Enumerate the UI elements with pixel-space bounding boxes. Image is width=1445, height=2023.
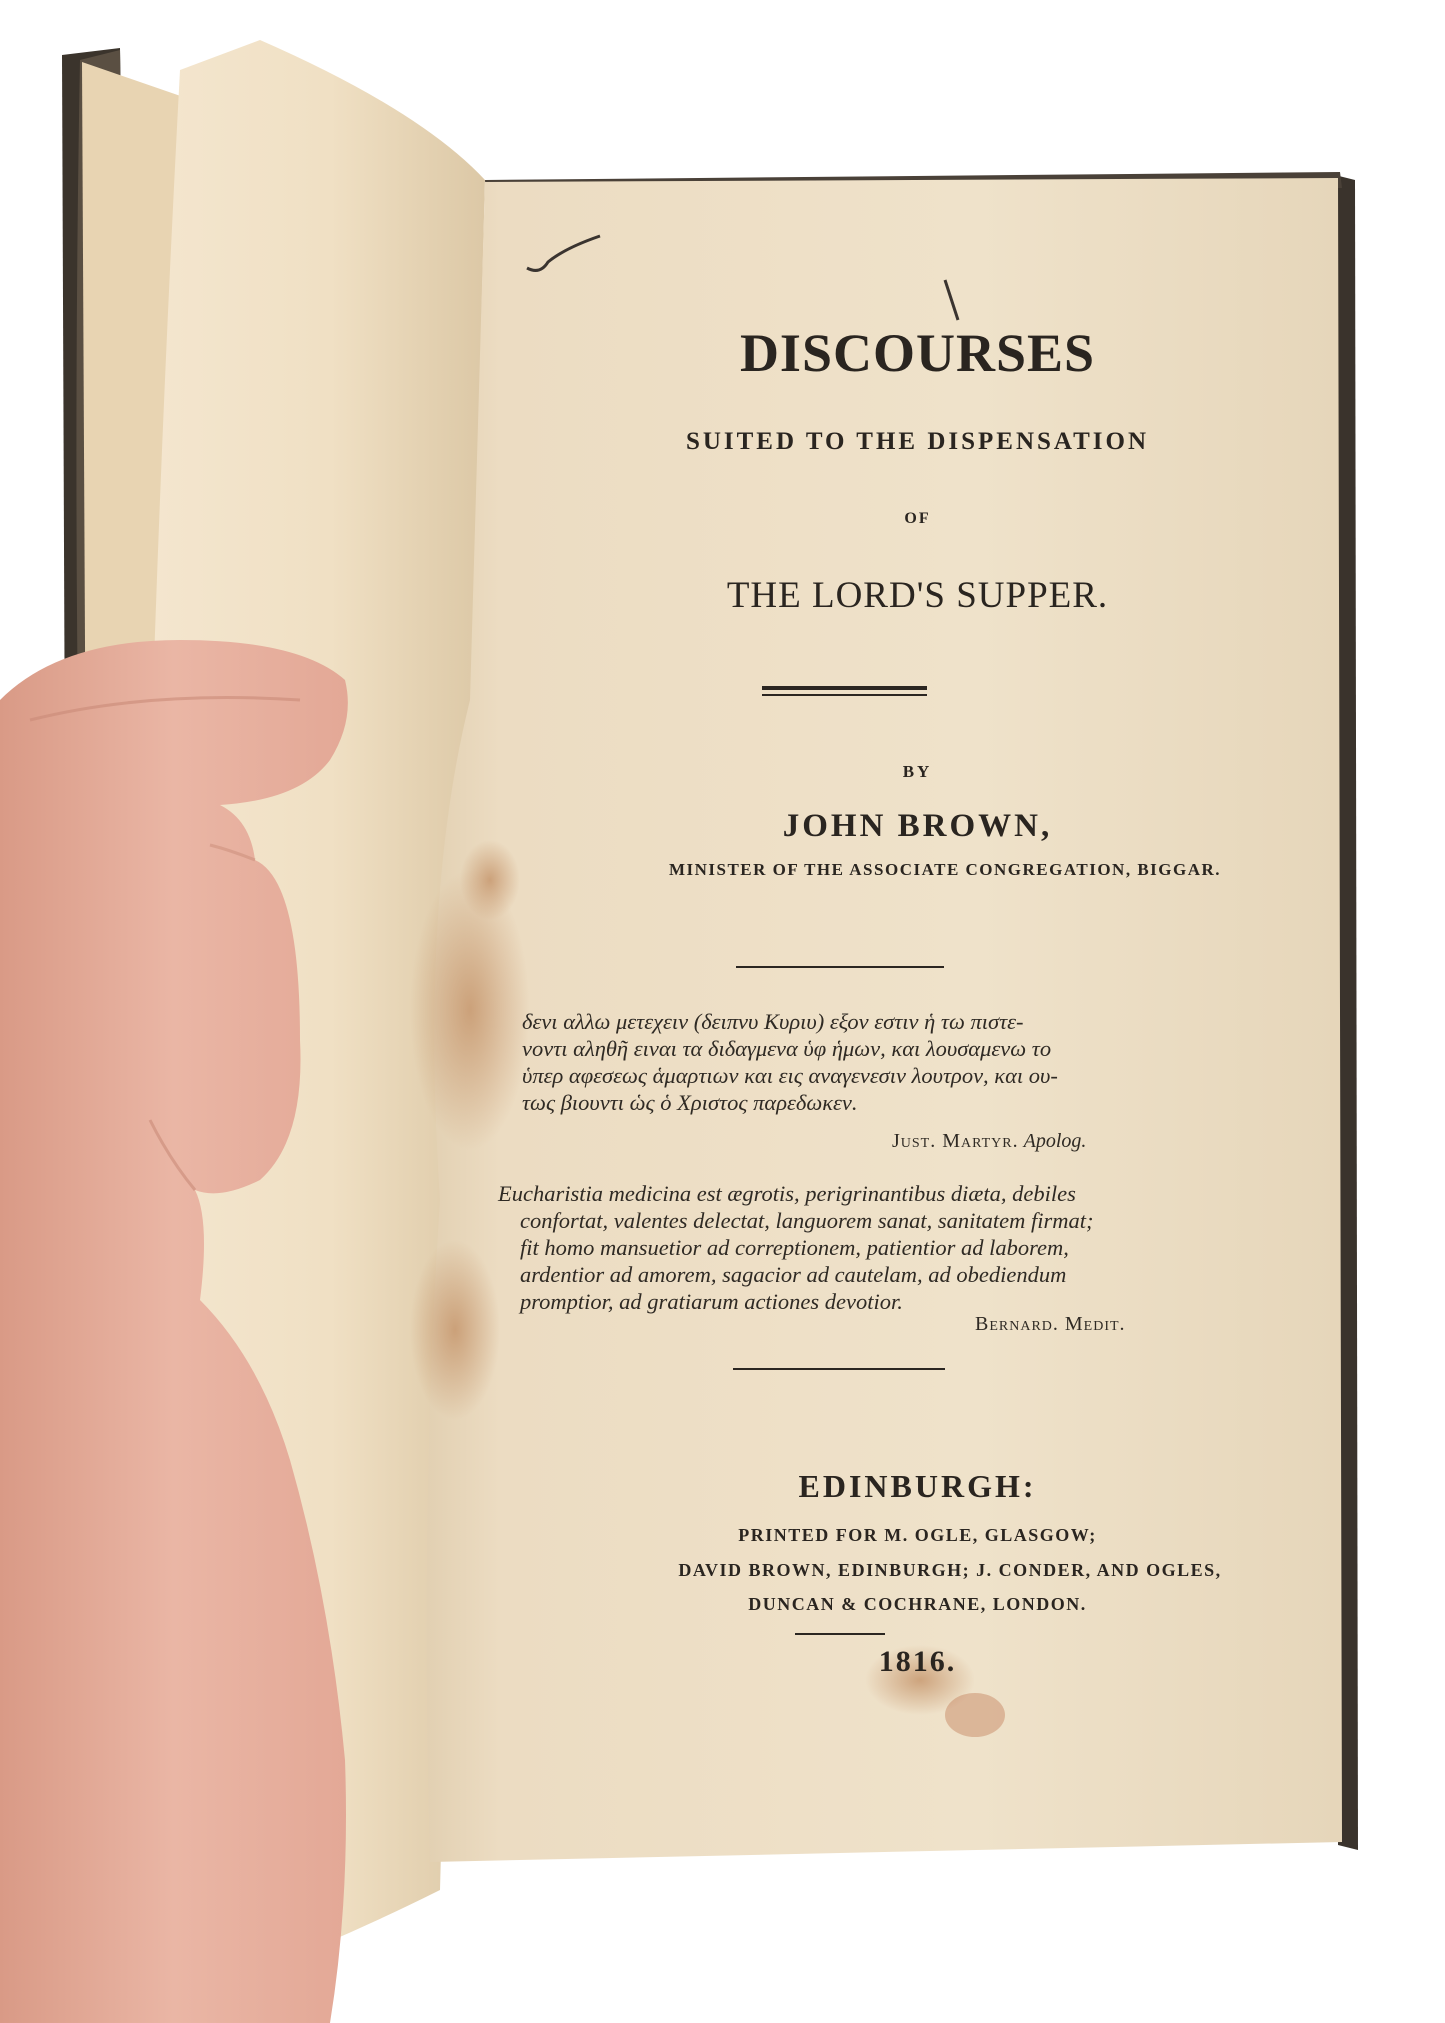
by-label: BY	[902, 762, 933, 781]
subtitle-of: OF	[904, 510, 931, 527]
book-title: DISCOURSES	[739, 323, 1096, 383]
greek-attribution-work: Apolog.	[1023, 1130, 1087, 1152]
imprint-line: DAVID BROWN, EDINBURGH; J. CONDER, AND OGLES,	[678, 1560, 1222, 1580]
imprint-line: PRINTED FOR M. OGLE, GLASGOW;	[738, 1525, 1097, 1545]
latin-attribution: Bernard. Medit.	[975, 1313, 1126, 1335]
latin-epigraph	[498, 1180, 1093, 1315]
greek-line: νοντι αληθῆ ειναι τα διδαγμενα ὑφ ἡμων, και λουσαμενω το	[522, 1036, 1052, 1061]
rule-above-quotes	[736, 966, 944, 968]
greek-attribution-author: Just. Martyr.	[892, 1130, 1019, 1152]
imprint-place: EDINBURGH:	[798, 1468, 1037, 1504]
double-rule-bottom	[762, 694, 927, 696]
latin-line: ardentior ad amorem, sagacior ad cautelam, ad obediendum	[520, 1262, 1067, 1287]
author-name: JOHN BROWN,	[782, 808, 1053, 844]
rule-above-year	[795, 1633, 885, 1635]
book-subject: THE LORD'S SUPPER.	[726, 575, 1109, 616]
greek-line: ὑπερ αφεσεως ἁμαρτιων και εις αναγενεσιν λουτρον, και ου-	[522, 1063, 1058, 1088]
latin-line: confortat, valentes delectat, languorem sanat, sanitatem firmat;	[520, 1208, 1094, 1233]
greek-epigraph	[522, 1008, 1058, 1116]
double-rule-top	[762, 686, 927, 690]
greek-attribution	[892, 1130, 1086, 1153]
latin-line: fit homo mansuetior ad correptionem, patientior ad laborem,	[520, 1235, 1069, 1260]
rule-below-quotes	[733, 1368, 945, 1370]
greek-line: τως βιουντι ὡς ὁ Χριστος παρεδωκεν.	[522, 1090, 858, 1115]
publication-year: 1816.	[878, 1645, 957, 1678]
latin-line: promptior, ad gratiarum actiones devotior.	[520, 1289, 903, 1314]
latin-line: Eucharistia medicina est ægrotis, perigrinantibus diæta, debiles	[498, 1181, 1076, 1206]
greek-line: δενι αλλω μετεχειν (δειπνυ Κυριυ) εξον εστιν ἡ τω πιστε-	[522, 1009, 1024, 1034]
imprint-line: DUNCAN & COCHRANE, LONDON.	[748, 1594, 1087, 1614]
book-subtitle: SUITED TO THE DISPENSATION	[685, 428, 1150, 455]
author-position: MINISTER OF THE ASSOCIATE CONGREGATION, BIGGAR.	[668, 860, 1222, 879]
